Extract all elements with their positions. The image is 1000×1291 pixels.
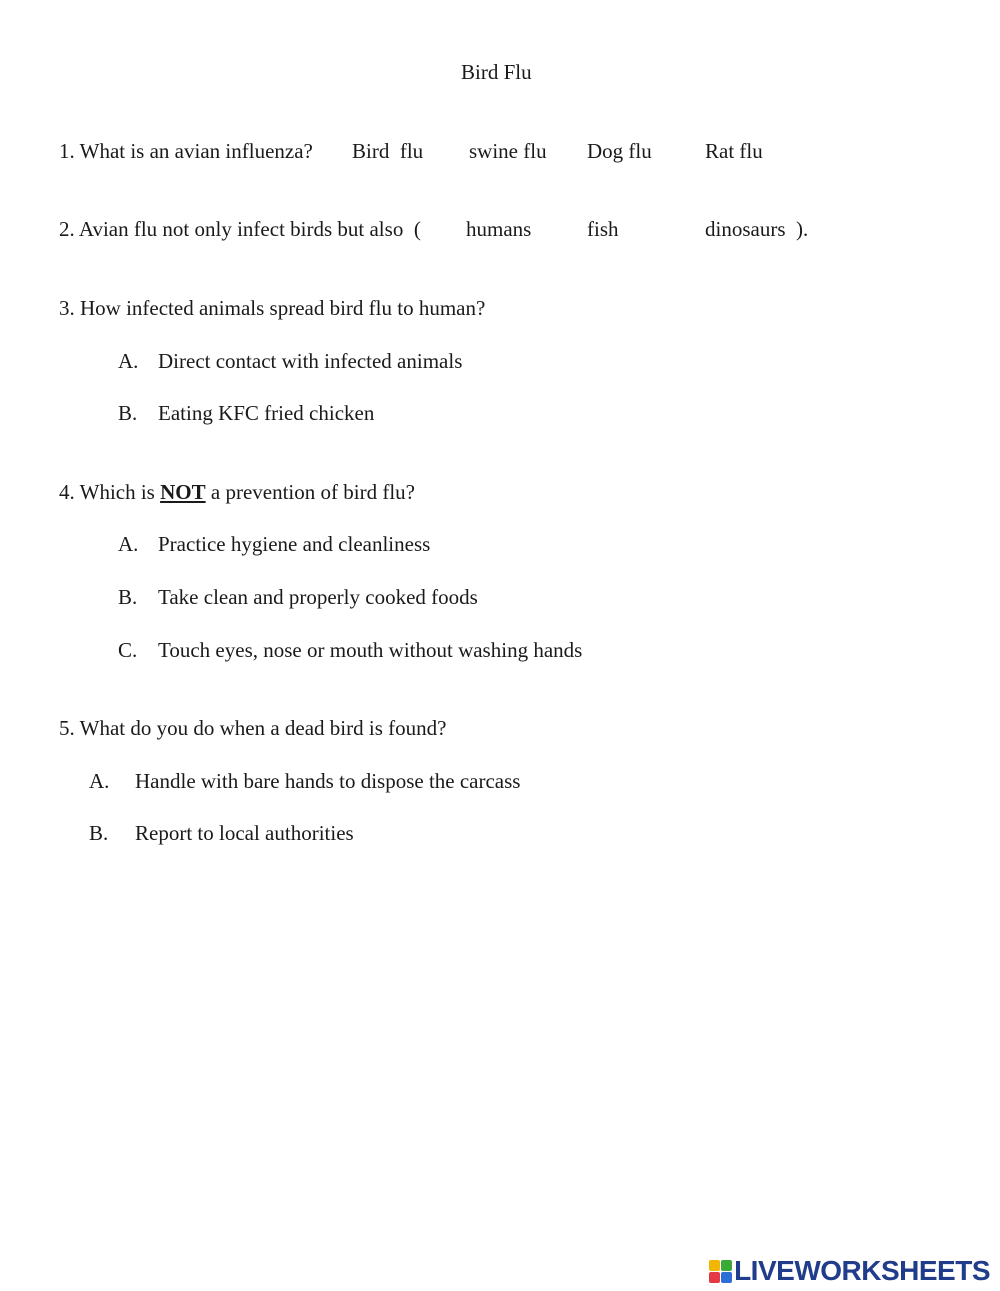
question-3-prompt: 3. How infected animals spread bird flu to human?	[59, 296, 486, 320]
q4-option-b-letter: B.	[118, 585, 138, 609]
brand-block-4	[721, 1272, 732, 1283]
q4-prompt-before: 4. Which is	[59, 480, 161, 504]
q4-option-a-text[interactable]: Practice hygiene and cleanliness	[158, 532, 431, 556]
brand-block-1	[709, 1260, 720, 1271]
q5-option-a-text[interactable]: Handle with bare hands to dispose the carcass	[135, 769, 521, 793]
liveworksheets-logo	[709, 1257, 990, 1285]
q3-option-a-letter: A.	[118, 349, 139, 373]
brand-block-2	[721, 1260, 732, 1271]
q1-choice-bird-flu[interactable]: Bird flu	[352, 139, 424, 163]
brand-block-3	[709, 1272, 720, 1283]
brand-blocks-icon	[709, 1260, 732, 1283]
q4-option-c-letter: C.	[118, 638, 138, 662]
q4-prompt-emphasis: NOT	[160, 480, 206, 504]
q2-choice-fish[interactable]: fish	[587, 217, 619, 241]
q1-choice-dog-flu[interactable]: Dog flu	[587, 139, 652, 163]
q3-option-b-text[interactable]: Eating KFC fried chicken	[158, 401, 375, 425]
q2-choice-dinosaurs[interactable]: dinosaurs ).	[705, 217, 809, 241]
q4-prompt-after: a prevention of bird flu?	[205, 480, 415, 504]
question-1-prompt: 1. What is an avian influenza?	[59, 139, 313, 163]
q4-option-a-letter: A.	[118, 532, 139, 556]
brand-text: LIVEWORKSHEETS	[734, 1255, 990, 1286]
question-2-prompt: 2. Avian flu not only infect birds but also (	[59, 217, 421, 241]
q3-option-a-text[interactable]: Direct contact with infected animals	[158, 349, 463, 373]
q5-option-b-letter: B.	[89, 821, 109, 845]
q5-option-b-text[interactable]: Report to local authorities	[135, 821, 354, 845]
q5-option-a-letter: A.	[89, 769, 110, 793]
q1-choice-rat-flu[interactable]: Rat flu	[705, 139, 763, 163]
q1-choice-swine-flu[interactable]: swine flu	[469, 139, 547, 163]
q4-option-c-text[interactable]: Touch eyes, nose or mouth without washing hands	[158, 638, 583, 662]
q4-option-b-text[interactable]: Take clean and properly cooked foods	[158, 585, 478, 609]
q3-option-b-letter: B.	[118, 401, 138, 425]
question-4-prompt	[59, 482, 415, 503]
q2-choice-humans[interactable]: humans	[466, 217, 532, 241]
question-5-prompt: 5. What do you do when a dead bird is found?	[59, 716, 447, 740]
worksheet-title: Bird Flu	[461, 60, 532, 84]
